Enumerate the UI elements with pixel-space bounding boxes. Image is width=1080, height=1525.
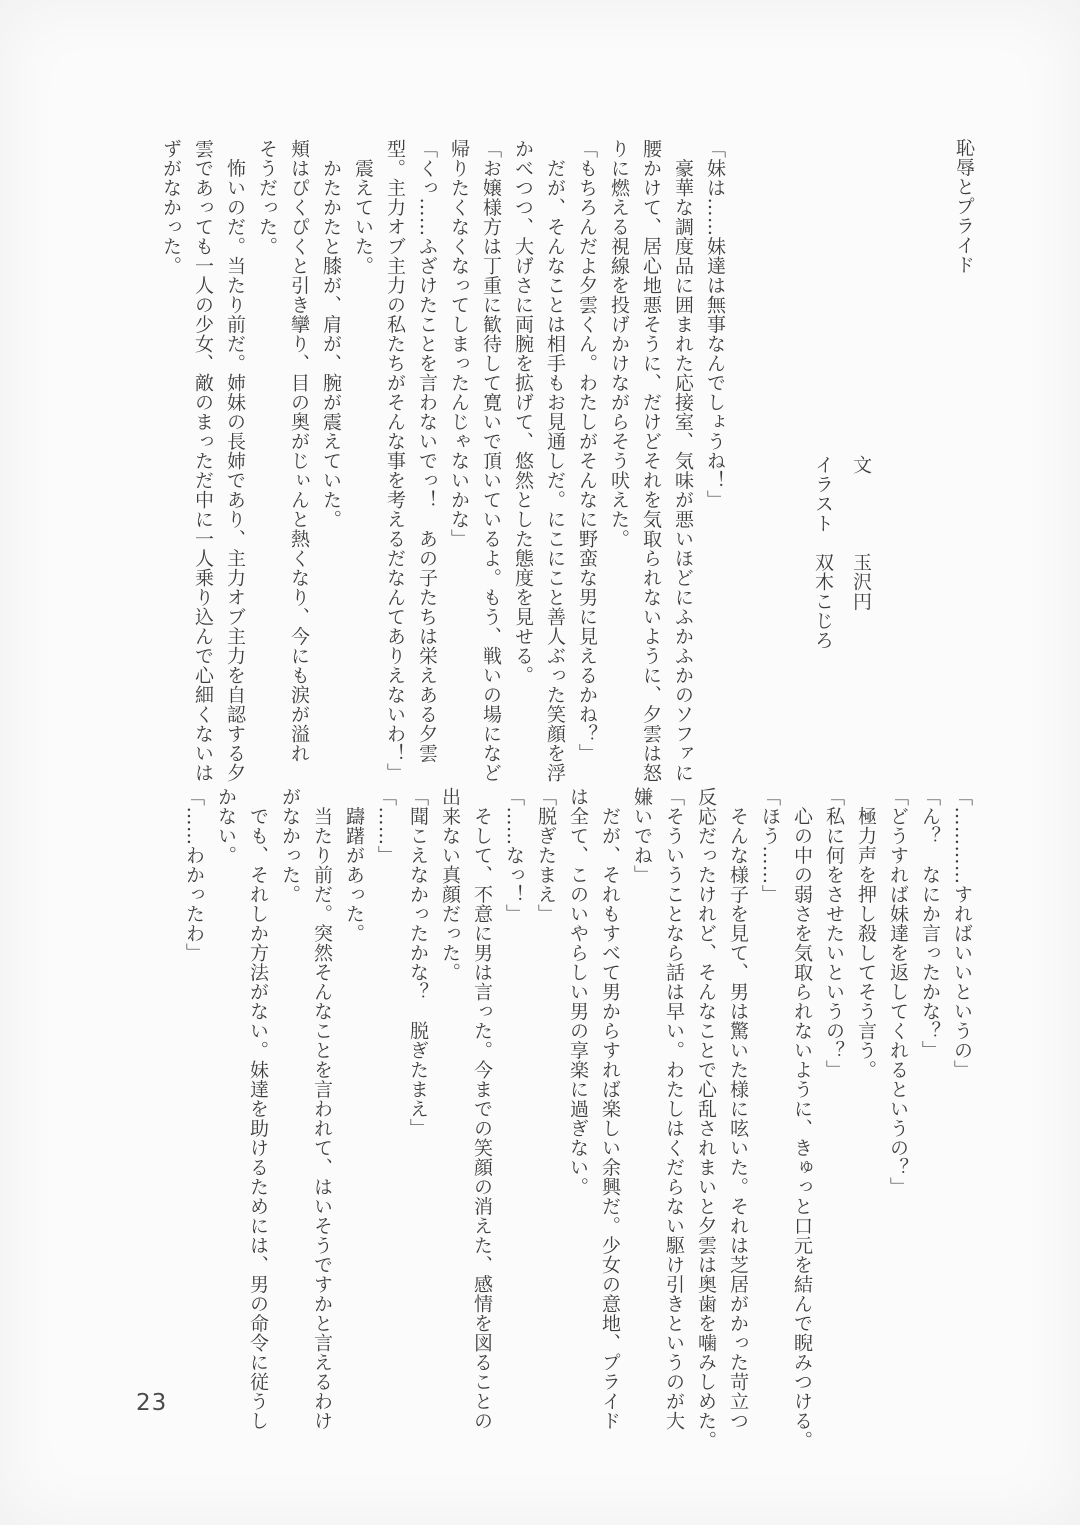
text-line: 反応だったけれど、そんなことで心乱されまいと夕雲は奥歯を噛みしめた。 bbox=[695, 787, 717, 1450]
body-text-lower-block bbox=[178, 787, 978, 1467]
text-line: 「ん？ なにか言ったかな？」 bbox=[919, 787, 941, 1060]
text-line: ずがなかった。 bbox=[160, 139, 182, 276]
text-line: かたかたと膝が、肩が、腕が震えていた。 bbox=[320, 139, 342, 529]
text-line: 腰かけて、居心地悪そうに、だけどそれを気取られないように、夕雲は怒 bbox=[640, 139, 662, 783]
text-line: 雲であっても一人の少女、敵のまっただ中に一人乗り込んで心細くないは bbox=[192, 139, 214, 783]
text-line: 帰りたくなくなってしまったんじゃないかな」 bbox=[448, 139, 470, 549]
text-line: だが、それもすべて男からすれば楽しい余興だ。少女の意地、プライド bbox=[599, 787, 621, 1431]
text-line: そうだった。 bbox=[256, 139, 278, 256]
body-text-upper-block bbox=[155, 139, 731, 789]
page-number: 23 bbox=[136, 1390, 168, 1416]
text-line: 「ほう……」 bbox=[759, 787, 781, 904]
text-line: 怖いのだ。当たり前だ。姉妹の長姉であり、主力オブ主力を自認する夕 bbox=[224, 139, 246, 783]
text-line: かべつつ、大げさに両腕を拡げて、悠然とした態度を見せる。 bbox=[512, 139, 534, 685]
text-line: 心の中の弱さを気取られないように、きゅっと口元を結んで睨みつける。 bbox=[791, 787, 813, 1450]
text-line: 「そういうことなら話は早い。わたしはくだらない駆け引きというのが大 bbox=[663, 787, 685, 1431]
text-line: でも、それしか方法がない。妹達を助けるためには、男の命令に従うし bbox=[247, 787, 269, 1431]
text-line: 型。主力オブ主力の私たちがそんな事を考えるだなんてありえないわ！」 bbox=[384, 139, 406, 783]
text-line: そんな様子を見て、男は驚いた様に呟いた。それは芝居がかった苛立つ bbox=[727, 787, 749, 1431]
text-line: 極力声を押し殺してそう言う。 bbox=[855, 787, 877, 1080]
text-line: 嫌いでね」 bbox=[631, 787, 653, 885]
text-line: 震えていた。 bbox=[352, 139, 374, 276]
text-line: 出来ない真顔だった。 bbox=[439, 787, 461, 982]
text-line: 「私に何をさせたいというの？」 bbox=[823, 787, 845, 1080]
text-line: 当たり前だ。突然そんなことを言われて、はいそうですかと言えるわけ bbox=[311, 787, 333, 1431]
text-line: 「聞こえなかったかな？ 脱ぎたまえ」 bbox=[407, 787, 429, 1138]
credit-writer: 文 玉沢円 bbox=[850, 455, 872, 611]
text-line: 躊躇があった。 bbox=[343, 787, 365, 943]
text-line: は全て、このいやらしい男の享楽に過ぎない。 bbox=[567, 787, 589, 1197]
text-line: 「お嬢様方は丁重に歓待して寛いで頂いているよ。もう、戦いの場になど bbox=[480, 139, 502, 783]
text-line: 「…………すればいいというの」 bbox=[951, 787, 973, 1080]
text-line: 豪華な調度品に囲まれた応接室、気味が悪いほどにふかふかのソファに bbox=[672, 139, 694, 783]
page-title: 恥辱とプライド bbox=[953, 138, 975, 275]
text-line: 頬はぴくぴくと引き攣り、目の奥がじぃんと熱くなり、今にも涙が溢れ bbox=[288, 139, 310, 763]
text-line: 「もちろんだよ夕雲くん。わたしがそんなに野蛮な男に見えるかね？」 bbox=[576, 139, 598, 763]
text-line: 「……なっ！」 bbox=[503, 787, 525, 924]
text-line: 「くっ……ふざけたことを言わないでっ！ あの子たちは栄えある夕雲 bbox=[416, 139, 438, 763]
credit-illustrator: イラスト 双木こじろ bbox=[812, 455, 834, 650]
text-line: りに燃える視線を投げかけながらそう吠えた。 bbox=[608, 139, 630, 549]
text-line: かない。 bbox=[215, 787, 237, 865]
text-line: 「どうすれば妹達を返してくれるというの？」 bbox=[887, 787, 909, 1197]
text-line: だが、そんなことは相手もお見通しだ。にこにこと善人ぶった笑顔を浮 bbox=[544, 139, 566, 783]
text-line: そして、不意に男は言った。今までの笑顔の消えた、感情を図ることの bbox=[471, 787, 493, 1431]
text-line: がなかった。 bbox=[279, 787, 301, 904]
text-line: 「……」 bbox=[375, 787, 397, 865]
text-line: 「妹は……妹達は無事なんでしょうね！」 bbox=[704, 139, 726, 510]
text-line: 「……わかったわ」 bbox=[183, 787, 205, 963]
text-line: 「脱ぎたまえ」 bbox=[535, 787, 557, 924]
